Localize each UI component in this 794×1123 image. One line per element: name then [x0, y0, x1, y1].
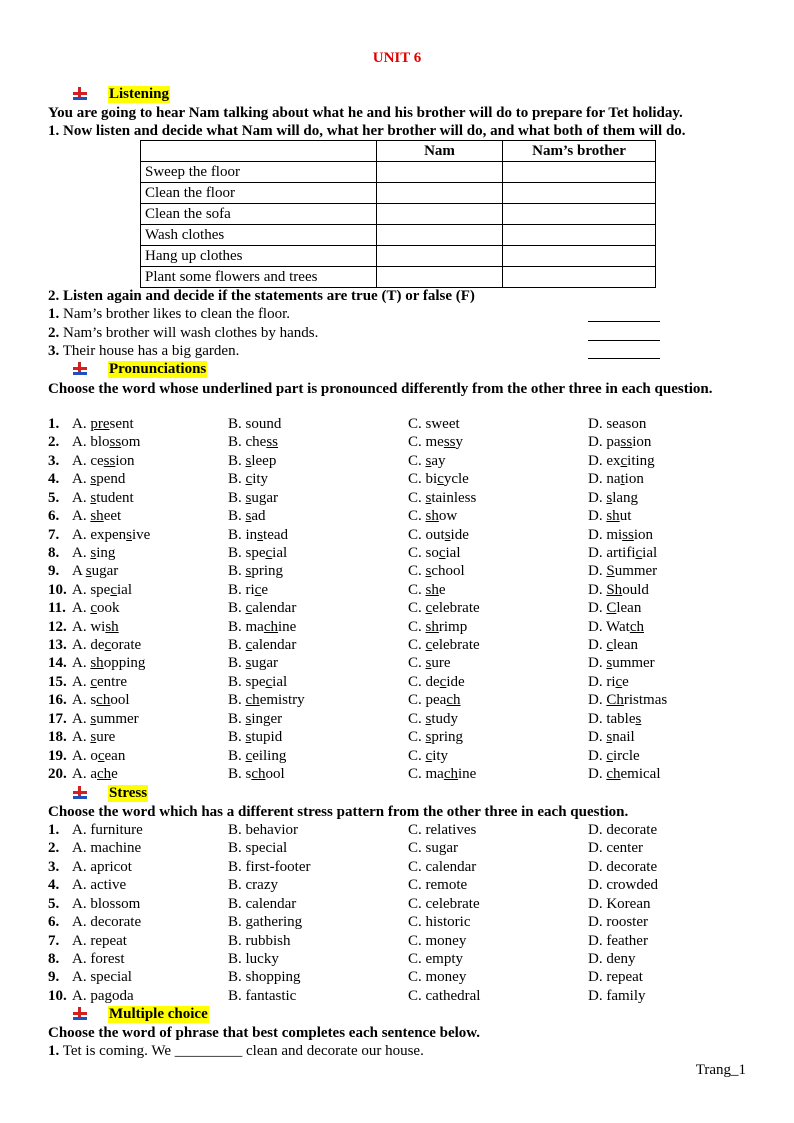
question-number: 16. [48, 692, 67, 709]
option-c[interactable]: C. stainless [408, 489, 477, 506]
option-b[interactable]: B. special [228, 840, 288, 857]
option-d[interactable]: D. nation [588, 471, 644, 488]
section-title: Stress [109, 784, 148, 801]
option-a[interactable]: A. present [72, 416, 134, 432]
option-a[interactable]: A. spend [72, 471, 126, 488]
table-cell: Plant some flowers and trees [141, 267, 377, 288]
statement-number: 3. [48, 343, 60, 359]
question-row [48, 507, 748, 525]
option-a[interactable]: A sugar [72, 563, 119, 580]
option-b[interactable]: B. calendar [228, 895, 297, 912]
answer-cell[interactable] [377, 183, 503, 204]
option-b[interactable]: B. calendar [228, 637, 297, 654]
option-a[interactable]: A. ache [72, 765, 118, 782]
option-c[interactable]: C. messy [408, 434, 464, 451]
option-a[interactable]: A. decorate [72, 914, 142, 931]
page-footer: Trang_1 [695, 1062, 746, 1078]
option-b[interactable]: B. sugar [228, 655, 279, 672]
option-d[interactable]: D. artificial [588, 544, 658, 561]
option-c[interactable]: C. school [408, 563, 465, 580]
statement-2 [48, 324, 318, 342]
table-cell: Clean the floor [141, 183, 377, 204]
question-row [48, 710, 748, 728]
question-number: 10. [48, 987, 67, 1004]
option-c[interactable]: C. peach [408, 692, 461, 709]
option-c[interactable]: C. empty [408, 950, 463, 967]
question-row [48, 728, 748, 746]
multiple-choice-instruction: Choose the word of phrase that best completes each sentence below. [48, 1025, 481, 1041]
question-row [48, 636, 748, 654]
option-b[interactable]: B. spring [228, 563, 284, 580]
option-d[interactable]: D. chemical [588, 765, 661, 782]
option-d[interactable]: D. Christmas [588, 692, 668, 709]
section-title: Pronunciations [109, 360, 207, 377]
option-d[interactable]: D. crowded [588, 877, 658, 894]
question-row [48, 433, 748, 451]
option-a[interactable]: A. blossom [72, 434, 141, 451]
table-row [141, 225, 656, 246]
question-number: 18. [48, 729, 67, 746]
option-a[interactable]: A. active [72, 877, 127, 894]
question-row [48, 747, 748, 765]
option-b[interactable]: B. stupid [228, 729, 283, 746]
option-a[interactable]: A. ocean [72, 747, 126, 764]
option-d[interactable]: D. Should [588, 581, 649, 598]
option-c[interactable]: C. show [408, 508, 458, 525]
question-row [48, 654, 748, 672]
question-row [48, 470, 748, 488]
option-c[interactable]: C. study [408, 710, 459, 727]
question-row [48, 821, 748, 839]
question-number: 20. [48, 765, 67, 782]
question-row [48, 544, 748, 562]
option-d[interactable]: D. deny [588, 950, 636, 967]
question-row [48, 452, 748, 470]
option-a[interactable]: A. sheet [72, 508, 122, 525]
option-a[interactable]: A. furniture [72, 822, 143, 838]
option-c[interactable]: C. decide [408, 673, 465, 690]
answer-cell[interactable] [377, 204, 503, 225]
option-a[interactable]: A. sure [72, 729, 116, 746]
option-d[interactable]: D. Watch [588, 618, 645, 635]
option-b[interactable]: B. sad [228, 508, 266, 525]
question-number: 3. [48, 858, 60, 875]
option-b[interactable]: B. behavior [228, 822, 298, 838]
option-c[interactable]: C. celebrate [408, 637, 480, 654]
option-d[interactable]: D. slang [588, 489, 639, 506]
option-b[interactable]: B. shopping [228, 969, 301, 986]
statement-number: 1. [48, 306, 60, 322]
option-b[interactable]: B. special [228, 673, 288, 690]
page-title: UNIT 6 [372, 50, 422, 66]
option-a[interactable]: A. forest [72, 950, 125, 967]
question-number: 1. [48, 1043, 60, 1059]
table-cell: Hang up clothes [141, 246, 377, 267]
answer-cell[interactable] [503, 225, 656, 246]
option-d[interactable]: D. center [588, 840, 643, 857]
option-c[interactable]: C. celebrate [408, 600, 480, 617]
option-c[interactable]: C. shrimp [408, 618, 468, 635]
option-d[interactable]: D. repeat [588, 969, 643, 986]
table-header: Nam [377, 141, 503, 162]
table-cell: Wash clothes [141, 225, 377, 246]
table-header-row [141, 141, 656, 162]
question-row [48, 765, 748, 783]
question-row [48, 858, 748, 876]
statement-text: Nam’s brother likes to clean the floor. [59, 306, 291, 322]
question-number: 4. [48, 471, 60, 488]
option-d[interactable]: D. feather [588, 932, 648, 949]
option-b[interactable]: B. singer [228, 710, 283, 727]
answer-cell[interactable] [503, 204, 656, 225]
question-number: 10. [48, 581, 67, 598]
table-row [141, 162, 656, 183]
question-number: 17. [48, 710, 67, 727]
option-a[interactable]: A. apricot [72, 858, 132, 875]
option-a[interactable]: A. student [72, 489, 134, 506]
question-row [48, 932, 748, 950]
question-number: 19. [48, 747, 67, 764]
bullet-arrow-icon [72, 785, 90, 801]
option-d[interactable]: D. decorate [588, 822, 658, 838]
option-c[interactable]: C. historic [408, 914, 471, 931]
question-number: 12. [48, 618, 67, 635]
question-number: 2. [48, 434, 60, 451]
table-cell: Clean the sofa [141, 204, 377, 225]
option-a[interactable]: A. shopping [72, 655, 146, 672]
option-a[interactable]: A. sing [72, 544, 116, 561]
option-d[interactable]: D. shut [588, 508, 632, 525]
option-b[interactable]: B. machine [228, 618, 297, 635]
option-a[interactable]: A. centre [72, 673, 127, 690]
bullet-arrow-icon [72, 86, 90, 102]
table-cell: Sweep the floor [141, 162, 377, 183]
option-c[interactable]: C. sweet [408, 416, 460, 432]
question-row [48, 526, 748, 544]
option-d[interactable]: D. family [588, 987, 646, 1004]
section-pronunciations-header [72, 360, 207, 378]
option-c[interactable]: C. machine [408, 765, 477, 782]
option-c[interactable]: C. remote [408, 877, 468, 894]
table-row [141, 183, 656, 204]
pronunciation-instruction: Choose the word whose underlined part is pronounced differently from the other three in each question. [48, 381, 713, 397]
question-row [48, 691, 748, 709]
question-number: 5. [48, 895, 60, 912]
option-c[interactable]: C. calendar [408, 858, 477, 875]
question-number: 6. [48, 914, 60, 931]
option-d[interactable]: D. clean [588, 637, 638, 654]
multiple-choice-question-1 [48, 1042, 424, 1060]
answer-blank[interactable] [588, 358, 660, 359]
question-number: 14. [48, 655, 67, 672]
option-c[interactable]: C. sugar [408, 840, 458, 857]
question-row [48, 968, 748, 986]
option-c[interactable]: C. money [408, 932, 467, 949]
option-c[interactable]: C. say [408, 452, 446, 469]
question-text: Tet is coming. We _________ clean and decorate our house. [59, 1043, 424, 1059]
option-b[interactable]: B. rice [228, 581, 269, 598]
table-row [141, 204, 656, 225]
listening-intro: You are going to hear Nam talking about what he and his brother will do to prepare for Tet holiday. [48, 105, 683, 121]
option-b[interactable]: B. gathering [228, 914, 303, 931]
option-b[interactable]: B. sound [228, 416, 282, 432]
question-number: 9. [48, 969, 60, 986]
option-a[interactable]: A. blossom [72, 895, 141, 912]
option-b[interactable]: B. chess [228, 434, 279, 451]
option-d[interactable]: D. Korean [588, 895, 651, 912]
option-b[interactable]: B. rubbish [228, 932, 291, 949]
question-number: 7. [48, 526, 60, 543]
option-b[interactable]: B. sugar [228, 489, 279, 506]
option-d[interactable]: D. decorate [588, 858, 658, 875]
option-c[interactable]: C. outside [408, 526, 469, 543]
answer-cell[interactable] [503, 246, 656, 267]
section-listening-header [72, 85, 170, 103]
answer-cell[interactable] [377, 267, 503, 288]
option-c[interactable]: C. she [408, 581, 446, 598]
option-a[interactable]: A. machine [72, 840, 142, 857]
question-row [48, 599, 748, 617]
question-number: 2. [48, 840, 60, 857]
option-b[interactable]: B. chemistry [228, 692, 305, 709]
listening-table [140, 140, 656, 288]
section-title: Multiple choice [109, 1005, 208, 1022]
question-row [48, 618, 748, 636]
answer-cell[interactable] [377, 246, 503, 267]
option-d[interactable]: D. circle [588, 747, 640, 764]
option-b[interactable]: B. school [228, 765, 285, 782]
question-number: 9. [48, 563, 60, 580]
question-number: 3. [48, 452, 60, 469]
question-number: 4. [48, 877, 60, 894]
option-d[interactable]: D. passion [588, 434, 652, 451]
option-c[interactable]: C. city [408, 747, 449, 764]
question-row [48, 876, 748, 894]
table-header [141, 141, 377, 162]
option-d[interactable]: D. season [588, 416, 647, 432]
option-d[interactable]: D. exciting [588, 452, 655, 469]
option-d[interactable]: D. rooster [588, 914, 648, 931]
option-c[interactable]: C. sure [408, 655, 451, 672]
question-row [48, 581, 748, 599]
bullet-arrow-icon [72, 1006, 90, 1022]
answer-cell[interactable] [377, 162, 503, 183]
question-row [48, 913, 748, 931]
statement-3 [48, 342, 239, 360]
question-number: 1. [48, 416, 60, 432]
option-b[interactable]: B. lucky [228, 950, 279, 967]
option-b[interactable]: B. first-footer [228, 858, 311, 875]
question-row [48, 987, 748, 1005]
option-a[interactable]: A. pagoda [72, 987, 134, 1004]
option-a[interactable]: A. school [72, 692, 130, 709]
answer-cell[interactable] [503, 162, 656, 183]
option-a[interactable]: A. decorate [72, 637, 142, 654]
option-b[interactable]: B. special [228, 544, 288, 561]
question-row [48, 673, 748, 691]
answer-cell[interactable] [503, 267, 656, 288]
option-c[interactable]: C. relatives [408, 822, 477, 838]
question-number: 6. [48, 508, 60, 525]
question-number: 5. [48, 489, 60, 506]
question-row [48, 895, 748, 913]
question-row [48, 489, 748, 507]
statement-text: Their house has a big garden. [59, 343, 240, 359]
option-d[interactable]: D. snail [588, 729, 635, 746]
option-b[interactable]: B. crazy [228, 877, 278, 894]
table-header: Nam’s brother [503, 141, 656, 162]
option-d[interactable]: D. Clean [588, 600, 642, 617]
answer-blank[interactable] [588, 321, 660, 322]
statement-1 [48, 305, 290, 323]
answer-cell[interactable] [377, 225, 503, 246]
question-row [48, 415, 748, 433]
question-row [48, 950, 748, 968]
option-c[interactable]: C. money [408, 969, 467, 986]
option-a[interactable]: A. summer [72, 710, 139, 727]
section-title: Listening [109, 85, 170, 102]
listening-task-2: 2. Listen again and decide if the statements are true (T) or false (F) [48, 288, 475, 304]
question-number: 1. [48, 822, 60, 838]
option-b[interactable]: B. calendar [228, 600, 297, 617]
option-b[interactable]: B. fantastic [228, 987, 297, 1004]
option-c[interactable]: C. spring [408, 729, 464, 746]
question-number: 15. [48, 673, 67, 690]
option-c[interactable]: C. celebrate [408, 895, 480, 912]
option-b[interactable]: B. instead [228, 526, 289, 543]
question-number: 11. [48, 600, 66, 617]
statement-number: 2. [48, 325, 60, 341]
option-b[interactable]: B. ceiling [228, 747, 287, 764]
question-row [48, 562, 748, 580]
option-d[interactable]: D. Summer [588, 563, 658, 580]
option-b[interactable]: B. sleep [228, 452, 277, 469]
option-a[interactable]: A. special [72, 581, 132, 598]
section-multiple-choice-header [72, 1005, 209, 1023]
answer-cell[interactable] [503, 183, 656, 204]
answer-blank[interactable] [588, 340, 660, 341]
listening-task-1: 1. Now listen and decide what Nam will do, what her brother will do, and what both of them will do. [48, 123, 686, 139]
bullet-arrow-icon [72, 361, 90, 377]
option-b[interactable]: B. city [228, 471, 269, 488]
option-c[interactable]: C. cathedral [408, 987, 481, 1004]
option-d[interactable]: D. summer [588, 655, 655, 672]
option-a[interactable]: A. repeat [72, 932, 127, 949]
option-a[interactable]: A. expensive [72, 526, 151, 543]
table-row [141, 246, 656, 267]
question-number: 8. [48, 544, 60, 561]
option-c[interactable]: C. social [408, 544, 461, 561]
option-d[interactable]: D. rice [588, 673, 629, 690]
stress-instruction: Choose the word which has a different stress pattern from the other three in each question. [48, 804, 629, 820]
section-stress-header [72, 784, 148, 802]
question-number: 8. [48, 950, 60, 967]
option-a[interactable]: A. special [72, 969, 132, 986]
question-row [48, 839, 748, 857]
option-d[interactable]: D. mission [588, 526, 654, 543]
option-a[interactable]: A. cook [72, 600, 120, 617]
option-a[interactable]: A. wish [72, 618, 119, 635]
question-number: 7. [48, 932, 60, 949]
statement-text: Nam’s brother will wash clothes by hands. [59, 325, 319, 341]
question-number: 13. [48, 637, 67, 654]
option-c[interactable]: C. bicycle [408, 471, 469, 488]
table-row [141, 267, 656, 288]
option-a[interactable]: A. cession [72, 452, 135, 469]
option-d[interactable]: D. tables [588, 710, 642, 727]
